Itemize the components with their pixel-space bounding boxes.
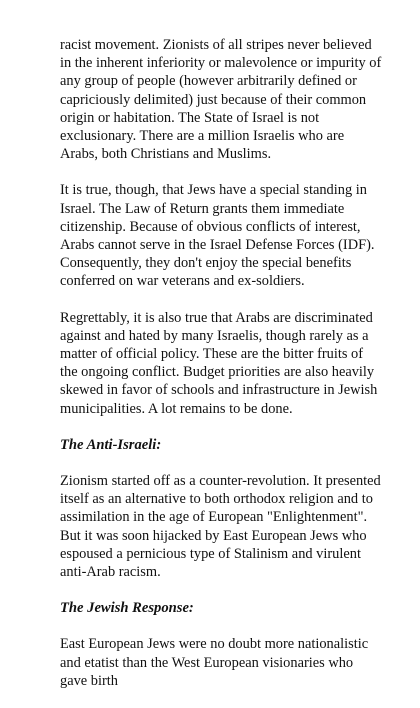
paragraph-jewish-response: East European Jews were no doubt more nationalistic and etatist than the West European visionaries who gave birth — [60, 636, 369, 689]
paragraph-special-standing: It is true, though, that Jews have a special standing in Israel. The Law of Return grants them immediate citizenship. Because of obvious conflicts of interest, Arabs cannot serve in the Israel Defense Forces (IDF). Consequently, they don't enjoy the special benefits conferred on war veterans and ex-soldiers. — [60, 182, 375, 290]
paragraph-anti-israeli: Zionism started off as a counter-revolution. It presented itself as an alternative to both orthodox religion and to assimilation in the age of European "Enlightenment". But it was soon hijacked by East European Jews who espoused a pernicious type of Stalinism and virulent anti-Arab racism. — [60, 473, 381, 581]
heading-jewish-response: The Jewish Response: — [60, 600, 194, 617]
paragraph-discrimination: Regrettably, it is also true that Arabs are discriminated against and hated by many Israelis, though rarely as a matter of official policy. These are the bitter fruits of the ongoing conflict. Budget priorities are also heavily skewed in favor of schools and infrastructure in Jewish municipalities. A lot remains to be done. — [60, 309, 378, 417]
paragraph-racism: racist movement. Zionists of all stripes never believed in the inherent inferiority or malevolence or impurity of any group of people (however arbitrarily defined or capriciously delimited) just because of their common origin or habitation. The State of Israel is not exclusionary. There are a million Israelis who are Arabs, both Christians and Muslims. — [60, 37, 382, 163]
page-content — [60, 36, 382, 708]
heading-anti-israeli: The Anti-Israeli: — [60, 436, 162, 453]
